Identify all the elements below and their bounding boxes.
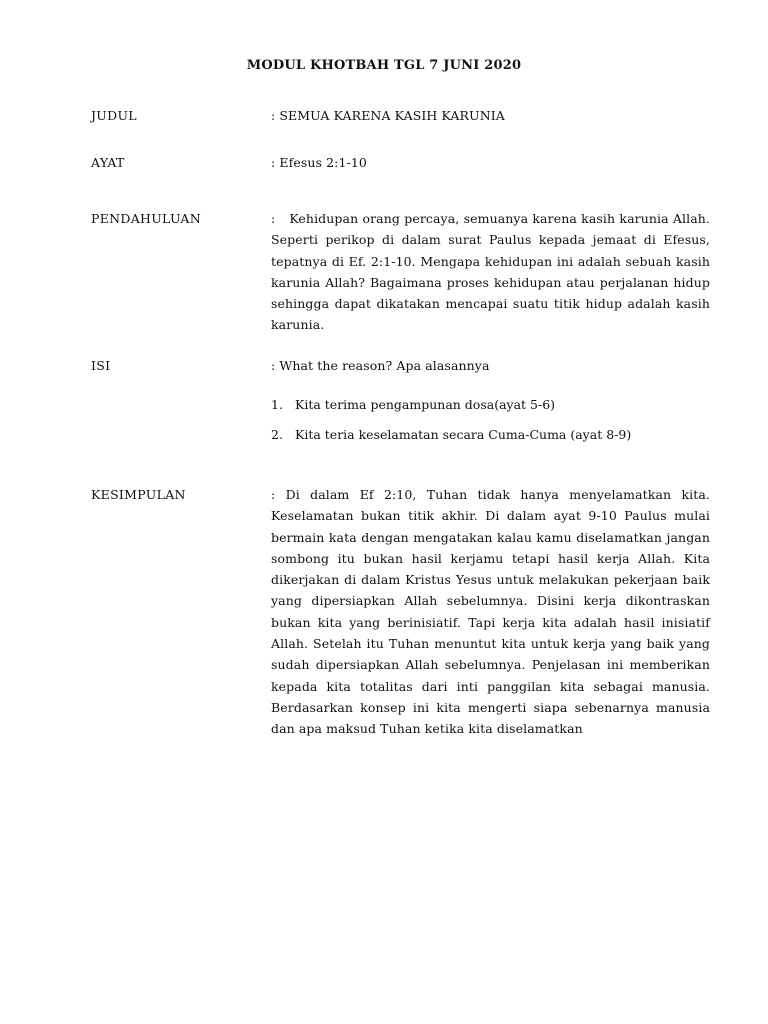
pendahuluan-paragraph [271, 208, 710, 336]
list-item-text: Kita teria keselamatan secara Cuma-Cuma (ayat 8-9) [295, 427, 632, 442]
list-item [271, 424, 710, 445]
pendahuluan-text: Kehidupan orang percaya, semuanya karena kasih karunia Allah. Seperti perikop di dalam surat Paulus kepada jemaat di Efesus, tepatnya di Ef. 2:1-10. Mengapa kehidupan ini adalah sebuah kasih karunia Allah? Bagaimana proses kehidupan atau perjalanan hidup sehingga dapat dikatakan mencapai suatu titik hidup adalah kasih karunia. [271, 211, 710, 333]
pendahuluan-colon: : [271, 211, 276, 226]
isi-list [271, 394, 710, 454]
judul-value: : SEMUA KARENA KASIH KARUNIA [271, 108, 505, 123]
judul-label: JUDUL [91, 108, 137, 123]
document-title: MODUL KHOTBAH TGL 7 JUNI 2020 [246, 58, 522, 73]
list-item [271, 394, 710, 415]
pendahuluan-label: PENDAHULUAN [91, 211, 201, 226]
kesimpulan-label: KESIMPULAN [91, 487, 186, 502]
isi-value: : What the reason? Apa alasannya [271, 358, 490, 373]
list-item-number: 2. [271, 427, 283, 442]
kesimpulan-paragraph: : Di dalam Ef 2:10, Tuhan tidak hanya menyelamatkan kita. Keselamatan bukan titik akhir. Di dalam ayat 9-10 Paulus mulai bermain kata dengan mengatakan kalau kamu diselamatkan jangan sombong itu bukan hasil kerjamu tetapi hasil kerja Allah. Kita dikerjakan di dalam Kristus Yesus untuk melakukan pekerjaan baik yang dipersiapkan Allah sebelumnya. Disini kerja dikontraskan bukan kita yang berinisiatif. Tapi kerja kita adalah hasil inisiatif Allah. Setelah itu Tuhan menuntut kita untuk kerja yang baik yang sudah dipersiapkan Allah sebelumnya. Penjelasan ini memberikan kepada kita totalitas dari inti panggilan kita sebagai manusia. Berdasarkan konsep ini kita mengerti siapa sebenarnya manusia dan apa maksud Tuhan ketika kita diselamatkan [271, 487, 710, 737]
list-item-number: 1. [271, 397, 283, 412]
ayat-value: : Efesus 2:1-10 [271, 155, 367, 170]
list-item-text: Kita terima pengampunan dosa(ayat 5-6) [295, 397, 556, 412]
isi-label: ISI [91, 358, 111, 373]
ayat-label: AYAT [91, 155, 125, 170]
